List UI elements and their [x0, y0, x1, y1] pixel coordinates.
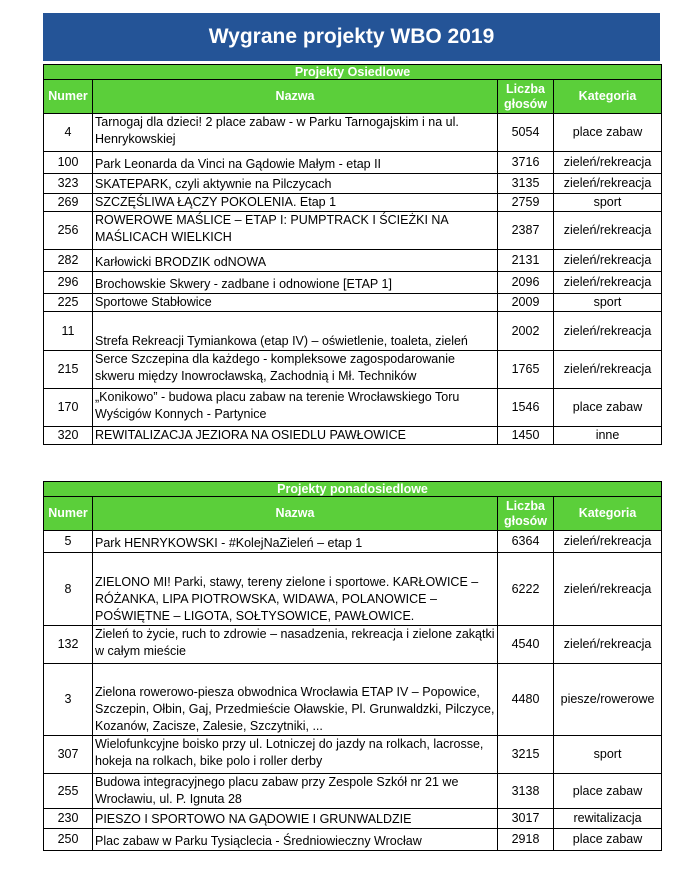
- column-header-name: Nazwa: [93, 80, 498, 114]
- cell-name: Park HENRYKOWSKI - #KolejNaZieleń – etap 1: [93, 531, 498, 553]
- column-header-category: Kategoria: [554, 497, 662, 531]
- table-projekty-ponadosiedlowe: [43, 481, 662, 851]
- cell-votes: 2387: [498, 212, 554, 250]
- cell-name: ROWEROWE MAŚLICE – ETAP I: PUMPTRACK I ŚCIEŻKI NA MAŚLICACH WIELKICH: [93, 212, 498, 250]
- column-header-number: Numer: [44, 80, 93, 114]
- table-row: [44, 114, 662, 152]
- cell-name: Strefa Rekreacji Tymiankowa (etap IV) – oświetlenie, toaleta, zieleń: [93, 312, 498, 351]
- cell-category: place zabaw: [554, 829, 662, 851]
- cell-votes: 2759: [498, 194, 554, 212]
- cell-name: Karłowicki BRODZIK odNOWA: [93, 250, 498, 272]
- section-title: Projekty Osiedlowe: [44, 65, 662, 80]
- cell-number: 11: [44, 312, 93, 351]
- cell-name: Tarnogaj dla dzieci! 2 place zabaw - w Parku Tarnogajskim i na ul. Henrykowskiej: [93, 114, 498, 152]
- cell-category: zieleń/rekreacja: [554, 272, 662, 294]
- table-row: [44, 174, 662, 194]
- cell-number: 307: [44, 736, 93, 774]
- cell-category: piesze/rowerowe: [554, 664, 662, 736]
- section-title: Projekty ponadosiedlowe: [44, 482, 662, 497]
- cell-votes: 1546: [498, 389, 554, 427]
- column-header-number: Numer: [44, 497, 93, 531]
- table-row: [44, 829, 662, 851]
- cell-category: zieleń/rekreacja: [554, 531, 662, 553]
- cell-votes: 6364: [498, 531, 554, 553]
- cell-number: 225: [44, 294, 93, 312]
- cell-category: zieleń/rekreacja: [554, 312, 662, 351]
- cell-votes: 2002: [498, 312, 554, 351]
- table-row: [44, 626, 662, 664]
- table-row: [44, 212, 662, 250]
- table-row: [44, 250, 662, 272]
- cell-number: 3: [44, 664, 93, 736]
- table-row: [44, 152, 662, 174]
- column-header-votes: Liczba głosów: [498, 80, 554, 114]
- cell-category: place zabaw: [554, 114, 662, 152]
- cell-category: place zabaw: [554, 389, 662, 427]
- cell-category: zieleń/rekreacja: [554, 626, 662, 664]
- page-title: Wygrane projekty WBO 2019: [43, 13, 660, 61]
- table-projekty-osiedlowe: [43, 64, 662, 445]
- table-row: [44, 389, 662, 427]
- cell-category: sport: [554, 736, 662, 774]
- cell-category: zieleń/rekreacja: [554, 553, 662, 626]
- column-header-votes: Liczba głosów: [498, 497, 554, 531]
- cell-number: 256: [44, 212, 93, 250]
- cell-name: Sportowe Stabłowice: [93, 294, 498, 312]
- table-row: [44, 809, 662, 829]
- cell-number: 8: [44, 553, 93, 626]
- table-row: [44, 294, 662, 312]
- cell-number: 4: [44, 114, 93, 152]
- cell-votes: 3138: [498, 774, 554, 809]
- table-row: [44, 427, 662, 445]
- cell-votes: 3215: [498, 736, 554, 774]
- cell-votes: 4540: [498, 626, 554, 664]
- cell-name: ZIELONO MI! Parki, stawy, tereny zielone i sportowe. KARŁOWICE – RÓŻANKA, LIPA PIOTROWSKA, WIDAWA, POLANOWICE – POŚWIĘTNE – LIGOTA, SOŁTYSOWICE, PAWŁOWICE.: [93, 553, 498, 626]
- cell-number: 323: [44, 174, 93, 194]
- cell-category: zieleń/rekreacja: [554, 152, 662, 174]
- cell-number: 296: [44, 272, 93, 294]
- cell-name: Wielofunkcyjne boisko przy ul. Lotniczej do jazdy na rolkach, lacrosse, hokeja na rolkach, bike polo i roller derby: [93, 736, 498, 774]
- cell-name: Serce Szczepina dla każdego - kompleksowe zagospodarowanie skweru między Inowrocławską, Zachodnią i Mł. Techników: [93, 351, 498, 389]
- table-row: [44, 272, 662, 294]
- cell-name: REWITALIZACJA JEZIORA NA OSIEDLU PAWŁOWICE: [93, 427, 498, 445]
- cell-name: „Konikowo” - budowa placu zabaw na terenie Wrocławskiego Toru Wyścigów Konnych - Partynice: [93, 389, 498, 427]
- table-body: [44, 531, 662, 851]
- table-row: [44, 774, 662, 809]
- cell-category: zieleń/rekreacja: [554, 174, 662, 194]
- cell-name: Budowa integracyjnego placu zabaw przy Zespole Szkół nr 21 we Wrocławiu, ul. P. Ignuta 28: [93, 774, 498, 809]
- cell-number: 250: [44, 829, 93, 851]
- cell-name: SZCZĘŚLIWA ŁĄCZY POKOLENIA. Etap 1: [93, 194, 498, 212]
- cell-number: 230: [44, 809, 93, 829]
- cell-votes: 2009: [498, 294, 554, 312]
- table-row: [44, 736, 662, 774]
- cell-category: zieleń/rekreacja: [554, 250, 662, 272]
- cell-number: 269: [44, 194, 93, 212]
- cell-number: 170: [44, 389, 93, 427]
- table-row: [44, 531, 662, 553]
- cell-category: zieleń/rekreacja: [554, 212, 662, 250]
- cell-name: Zielona rowerowo-piesza obwodnica Wrocławia ETAP IV – Popowice, Szczepin, Ołbin, Gaj, Przedmieście Oławskie, Pl. Grunwaldzki, Pilczyce, Kozanów, Zacisze, Zalesie, Szczytniki, ...: [93, 664, 498, 736]
- cell-number: 320: [44, 427, 93, 445]
- column-header-category: Kategoria: [554, 80, 662, 114]
- cell-number: 282: [44, 250, 93, 272]
- cell-number: 255: [44, 774, 93, 809]
- cell-name: Zieleń to życie, ruch to zdrowie – nasadzenia, rekreacja i zielone zakątki w całym mieście: [93, 626, 498, 664]
- table-row: [44, 312, 662, 351]
- cell-category: zieleń/rekreacja: [554, 351, 662, 389]
- cell-votes: 3716: [498, 152, 554, 174]
- cell-votes: 4480: [498, 664, 554, 736]
- cell-name: Park Leonarda da Vinci na Gądowie Małym - etap II: [93, 152, 498, 174]
- cell-votes: 6222: [498, 553, 554, 626]
- cell-votes: 1450: [498, 427, 554, 445]
- table-row: [44, 351, 662, 389]
- table-row: [44, 664, 662, 736]
- cell-name: Brochowskie Skwery - zadbane i odnowione [ETAP 1]: [93, 272, 498, 294]
- cell-votes: 1765: [498, 351, 554, 389]
- cell-category: inne: [554, 427, 662, 445]
- cell-category: place zabaw: [554, 774, 662, 809]
- cell-votes: 5054: [498, 114, 554, 152]
- cell-category: sport: [554, 194, 662, 212]
- cell-votes: 2131: [498, 250, 554, 272]
- cell-votes: 2096: [498, 272, 554, 294]
- cell-category: sport: [554, 294, 662, 312]
- cell-name: SKATEPARK, czyli aktywnie na Pilczycach: [93, 174, 498, 194]
- cell-name: PIESZO I SPORTOWO NA GĄDOWIE I GRUNWALDZIE: [93, 809, 498, 829]
- cell-number: 5: [44, 531, 93, 553]
- cell-votes: 2918: [498, 829, 554, 851]
- cell-category: rewitalizacja: [554, 809, 662, 829]
- cell-name: Plac zabaw w Parku Tysiąclecia - Średniowieczny Wrocław: [93, 829, 498, 851]
- table-body: [44, 114, 662, 445]
- cell-number: 215: [44, 351, 93, 389]
- table-row: [44, 553, 662, 626]
- cell-number: 132: [44, 626, 93, 664]
- table-row: [44, 194, 662, 212]
- cell-votes: 3135: [498, 174, 554, 194]
- cell-number: 100: [44, 152, 93, 174]
- cell-votes: 3017: [498, 809, 554, 829]
- column-header-name: Nazwa: [93, 497, 498, 531]
